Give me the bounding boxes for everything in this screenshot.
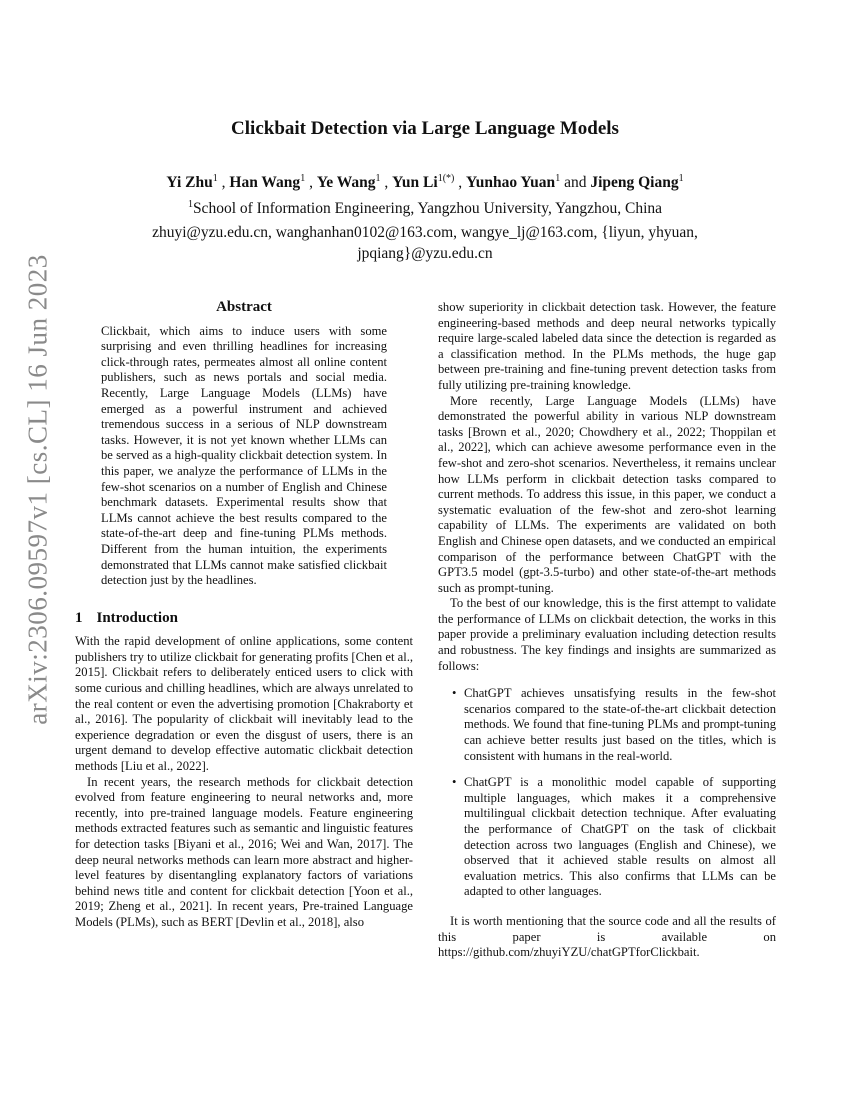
paper-header xyxy=(75,118,775,264)
list-item: • ChatGPT is a monolithic model capable of supporting multiple languages, which makes it a comprehensive multilingual clickbait detection technique. After evaluating the performance of ChatGPT on the task of clickbait detection across two languages (English and Chinese), we observed that it achieved stable results on almost all evaluation metrics. This also confirms that LLMs can be adapted to other languages. xyxy=(452,775,776,899)
author-2: Ye Wang$^1$ , xyxy=(316,173,393,192)
bullet-icon: • xyxy=(452,686,457,701)
author-5: Jipeng Qiang$^1$ xyxy=(590,173,684,192)
author-emails xyxy=(75,222,775,264)
abstract-text: Clickbait, which aims to induce users with some surprising and even thrilling headlines for increasing click-through rates, permeates almost all online content publishers, such as news portals and social media. Recently, Large Language Models (LLMs) have emerged as a powerful instrument and achieved tremendous success in a serious of NLP downstream tasks. However, it is not yet known whether LLMs can be served as a high-quality clickbait detection system. In this paper, we analyze the performance of LLMs in the few-shot scenarios on a number of English and Chinese benchmark datasets. Experimental results show that LLMs cannot achieve the best results compared to the state-of-the-art deep and fine-tuning PLMs methods. Different from the human intuition, the experiments demonstrated that LLMs cannot make satisfied clickbait detection just by the headlines. xyxy=(101,323,387,588)
intro-paragraph-1: With the rapid development of online applications, some content publishers try to utilize clickbait for generating profits [Chen et al., 2015]. Clickbait refers to deliberately enticed users to click with some curious and chilling headlines, which are always unrelated to the real content or even the advertising promotion [Chakraborty et al., 2016]. The popularity of clickbait will inevitably lead to the experience degradation or even the disgust of users, there is an urgent demand to develop effective automatic clickbait detection methods [Liu et al., 2022]. xyxy=(75,634,413,774)
intro-paragraph-2: In recent years, the research methods for clickbait detection evolved from feature engineering to neural networks and, more recently, into pre-trained language models. Feature engineering methods extracted features such as semantic and linguistic features for detection tasks [Biyani et al., 2016; Wei and Wan, 2017]. The deep neural networks methods can learn more abstract and higher-level features by disentangling explanatory factors of variations behind news title and content for clickbait detection [Yoon et al., 2019; Zheng et al., 2021]. In recent years, Pre-trained Language Models (PLMs), such as BERT [Devlin et al., 2018], also xyxy=(75,774,413,929)
author-3: Yun $Li^{1(*)}$ , xyxy=(392,173,466,192)
list-item: • ChatGPT achieves unsatisfying results in the few-shot scenarios compared to the state-of-the-art clickbait detection methods. We found that fine-tuning PLMs and prompt-tuning can achieve better results just based on the titles, which is consistent with humans in the real-world. xyxy=(452,686,776,763)
paper-title: Clickbait Detection via Large Language Models xyxy=(231,118,619,139)
author-list xyxy=(75,168,775,193)
author-0: Yi Zhu$^1$ , xyxy=(166,173,230,192)
right-paragraph-2: More recently, Large Language Models (LLMs) have demonstrated the powerful ability in various NLP downstream tasks [Brown et al., 2020; Chowdhery et al., 2022; Thoppilan et al., 2022], which can achieve awesome performance even in the few-shot and zero-shot scenarios. Nevertheless, it remains unclear how LLMs perform in clickbait detection tasks compared to current methods. To address this issue, in this paper, we conduct a systematic evaluation of the few-shot and zero-shot learning capability of LLMs. The experiments are validated on both English and Chinese open datasets, and we conducted an empirical comparison of the performance between ChatGPT with the GPT3.5 model (gpt-3.5-turbo) and other state-of-the-art methods such as prompt-tuning. xyxy=(438,393,776,595)
affiliation: $^1$School of Information Engineering, Yangzhou University, Yangzhou, China xyxy=(187,199,663,218)
section-number: 1 xyxy=(75,609,83,626)
arxiv-stamp xyxy=(16,253,60,725)
arxiv-identifier: arXiv:2306.09597v1 [cs.CL] 16 Jun 2023 xyxy=(22,253,53,725)
bullet-icon: • xyxy=(452,775,457,790)
closing-paragraph: It is worth mentioning that the source code and all the results of this paper is available on https://github.com/zhuyiYZU/chatGPTforClickbait. xyxy=(438,913,776,960)
right-column xyxy=(438,300,776,961)
email-line-2: jpqiang}@yzu.edu.cn xyxy=(357,245,493,263)
findings-list xyxy=(438,686,776,900)
right-paragraph-3: To the best of our knowledge, this is the first attempt to validate the performance of LLMs on clickbait detection, the works in this paper provide a preliminary evaluation including detection results and robustness. The key findings and insights are summarized as follows: xyxy=(438,596,776,673)
author-4: Yunhao Yuan$^1$ and xyxy=(465,173,591,192)
email-line-1: zhuyi@yzu.edu.cn, wanghanhan0102@163.com, wangye_lj@163.com, {liyun, yhyuan, xyxy=(152,224,698,242)
section-title-text: Introduction xyxy=(96,609,178,626)
left-column xyxy=(75,300,413,931)
introduction-heading xyxy=(75,611,413,627)
author-1: Han Wang$^1$ , xyxy=(229,173,317,192)
abstract-heading: Abstract xyxy=(216,299,272,315)
right-paragraph-1: show superiority in clickbait detection task. However, the feature engineering-based methods and deep neural networks typically require large-scaled labeled data since the detection is regarded as a classification method. In the PLMs methods, the huge gap between pre-training and fine-tuning prevent detection tasks from fully utilizing pre-training knowledge. xyxy=(438,300,776,392)
